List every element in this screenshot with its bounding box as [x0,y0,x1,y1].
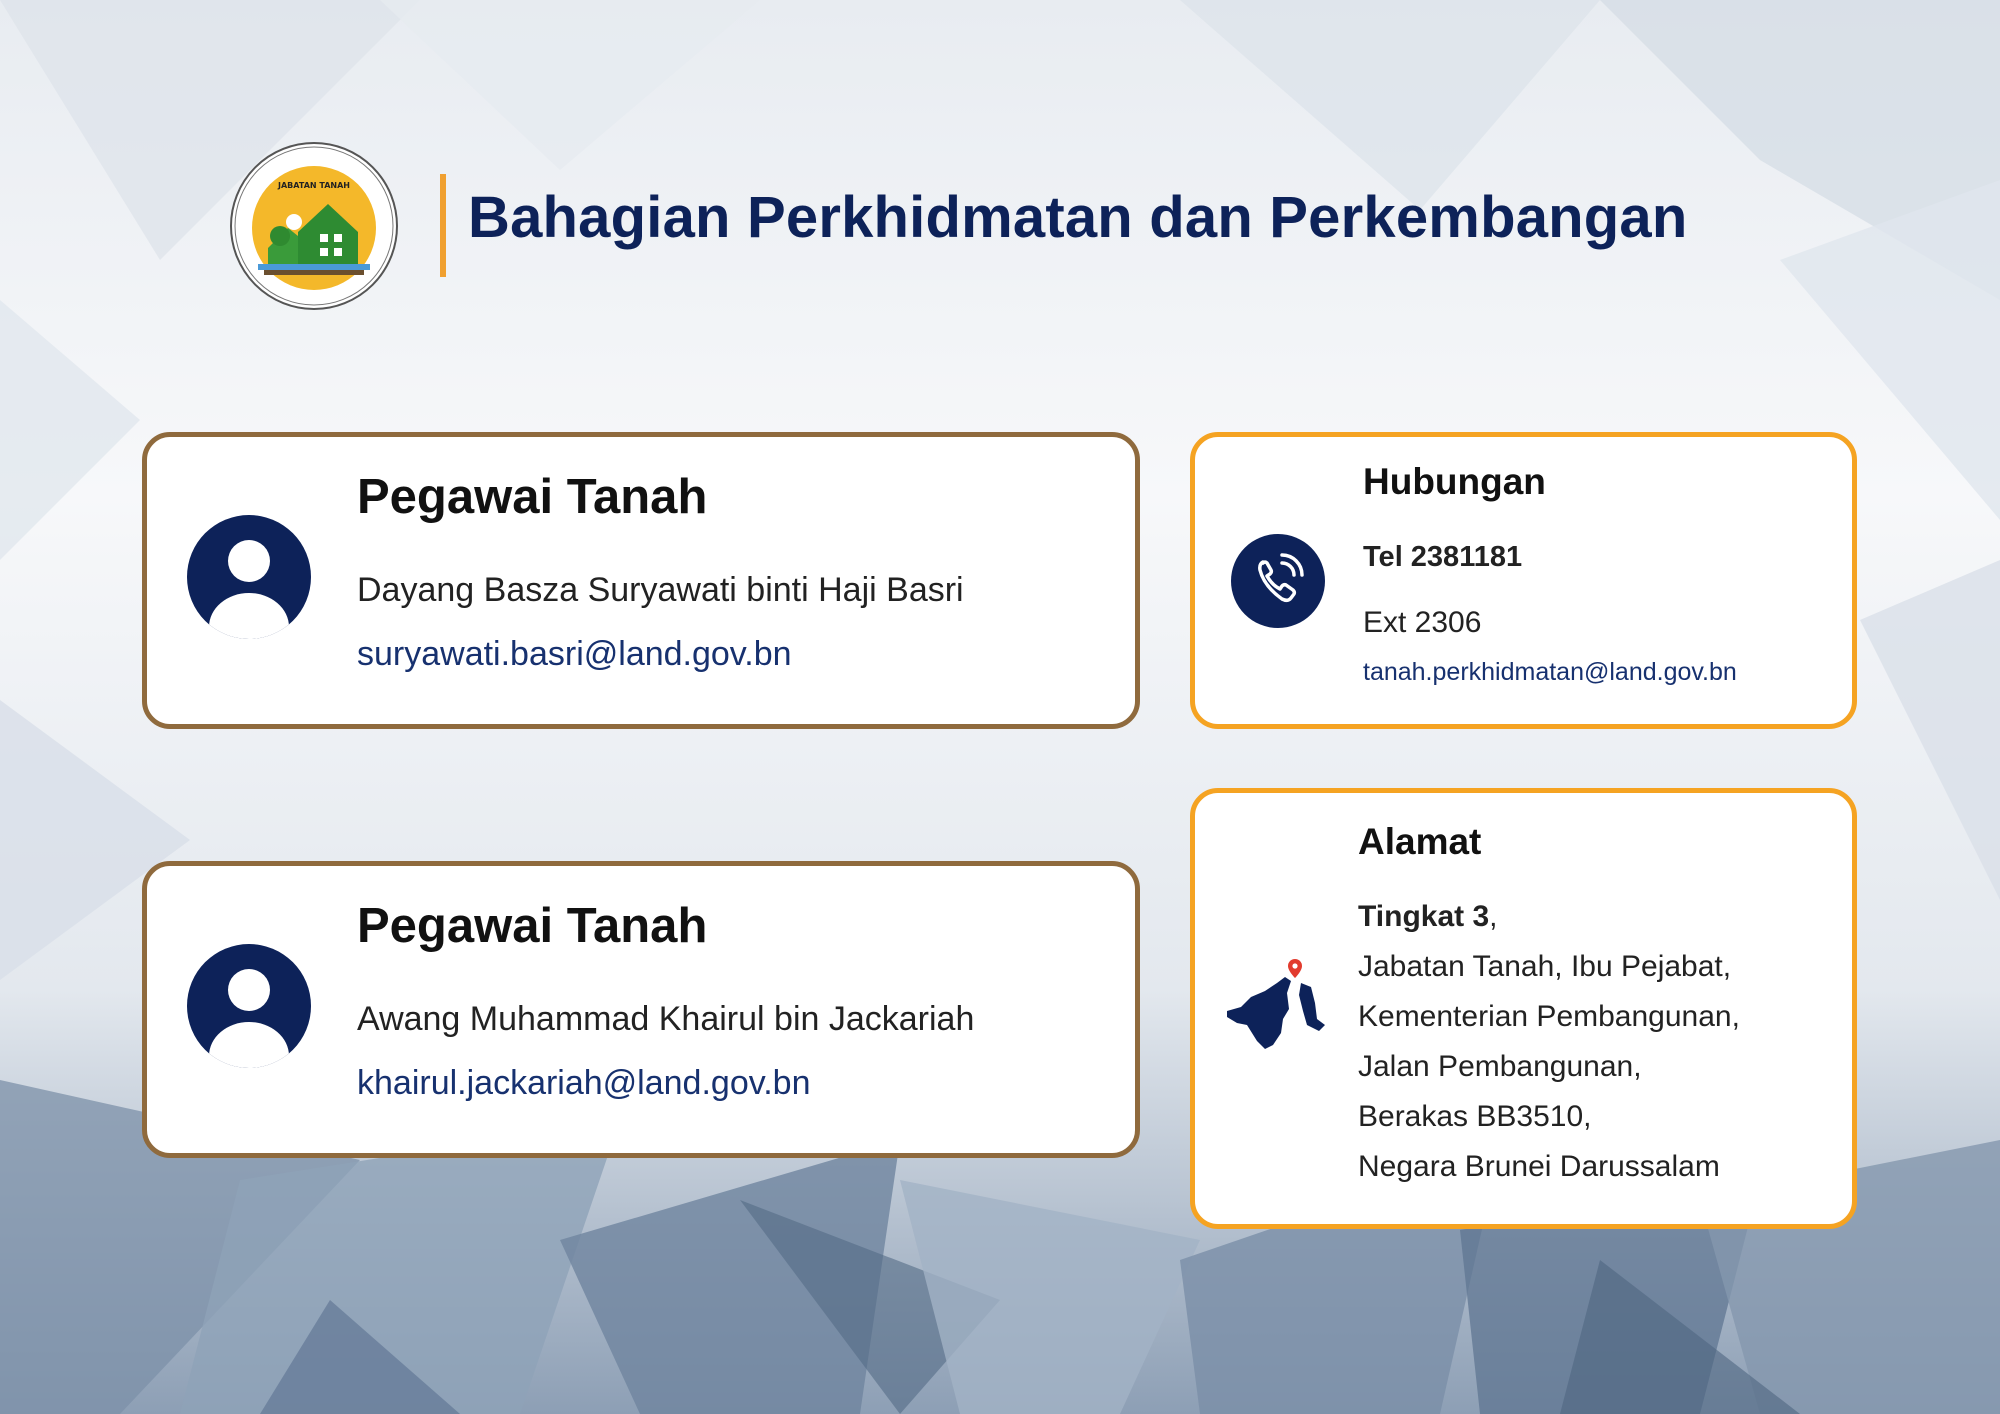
contact-card [1190,432,1857,729]
address-floor-line: Tingkat 3, [1358,900,1498,933]
officer-role: Pegawai Tanah [357,899,708,953]
officer-name: Awang Muhammad Khairul bin Jackariah [357,1000,975,1038]
contact-ext: Ext 2306 [1363,606,1482,639]
address-card [1190,788,1857,1229]
page-title: Bahagian Perkhidmatan dan Perkembangan [468,185,1688,250]
officer-card [142,432,1140,729]
officer-role: Pegawai Tanah [357,470,708,524]
officer-name: Dayang Basza Suryawati binti Haji Basri [357,571,964,609]
address-heading: Alamat [1358,821,1482,862]
jabatan-tanah-logo [228,140,400,312]
contact-email-link[interactable]: tanah.perkhidmatan@land.gov.bn [1363,658,1737,686]
address-line: Jabatan Tanah, Ibu Pejabat, [1358,950,1732,983]
phone-icon [1230,533,1326,629]
person-icon [185,942,313,1070]
person-icon [185,513,313,641]
title-accent-bar [440,174,446,277]
contact-heading: Hubungan [1363,461,1546,502]
address-line: Kementerian Pembangunan, [1358,1000,1740,1033]
address-floor: Tingkat 3 [1358,900,1490,933]
officer-email-link[interactable]: suryawati.basri@land.gov.bn [357,635,792,673]
officer-email-link[interactable]: khairul.jackariah@land.gov.bn [357,1064,811,1102]
logo-text: JABATAN TANAH [278,181,350,190]
address-line: Negara Brunei Darussalam [1358,1150,1720,1183]
brunei-map-icon [1221,953,1333,1061]
address-line: Jalan Pembangunan, [1358,1050,1642,1083]
location-pin-icon [1288,959,1302,978]
contact-tel[interactable]: Tel 2381181 [1363,541,1523,573]
address-line: Berakas BB3510, [1358,1100,1592,1133]
officer-card [142,861,1140,1158]
